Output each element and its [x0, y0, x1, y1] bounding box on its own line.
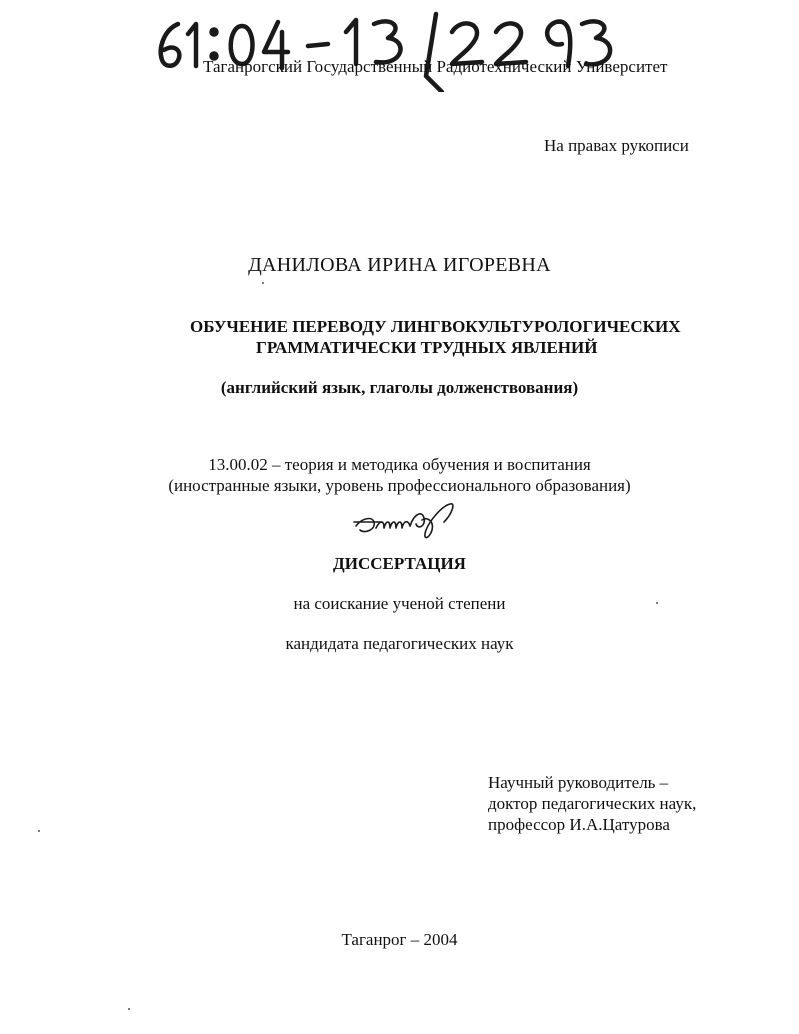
- dissertation-subtitle: (английский язык, глаголы долженствования): [220, 378, 579, 397]
- scan-speck: [128, 1008, 130, 1010]
- signature: [352, 500, 460, 546]
- supervisor-name: профессор И.А.Цатурова: [488, 815, 670, 834]
- specialty-code: 13.00.02 – теория и методика обучения и воспитания: [208, 455, 591, 474]
- author-name: ДАНИЛОВА ИРИНА ИГОРЕВНА: [248, 254, 551, 276]
- scan-speck: [262, 282, 264, 284]
- document-type: ДИССЕРТАЦИЯ: [333, 554, 466, 573]
- university-name: Таганрогский Государственный Радиотехнический Университет: [203, 57, 668, 76]
- city-year: Таганрог – 2004: [341, 930, 458, 949]
- supervisor-block: [488, 772, 696, 835]
- scan-speck: [656, 602, 658, 604]
- degree-line-2: кандидата педагогических наук: [285, 634, 514, 653]
- supervisor-label: Научный руководитель –: [488, 773, 669, 792]
- specialty-description: (иностранные языки, уровень профессионального образования): [168, 476, 631, 495]
- dissertation-title-line-1: ОБУЧЕНИЕ ПЕРЕВОДУ ЛИНГВОКУЛЬТУРОЛОГИЧЕСКИХ: [190, 317, 681, 336]
- rights-note: На правах рукописи: [544, 136, 689, 155]
- supervisor-degree: доктор педагогических наук,: [488, 794, 697, 813]
- dissertation-title-line-2: ГРАММАТИЧЕСКИ ТРУДНЫХ ЯВЛЕНИЙ: [256, 338, 598, 357]
- handwritten-shelf-mark: [152, 8, 622, 92]
- degree-line-1: на соискание ученой степени: [293, 594, 506, 613]
- scan-speck: [38, 830, 40, 832]
